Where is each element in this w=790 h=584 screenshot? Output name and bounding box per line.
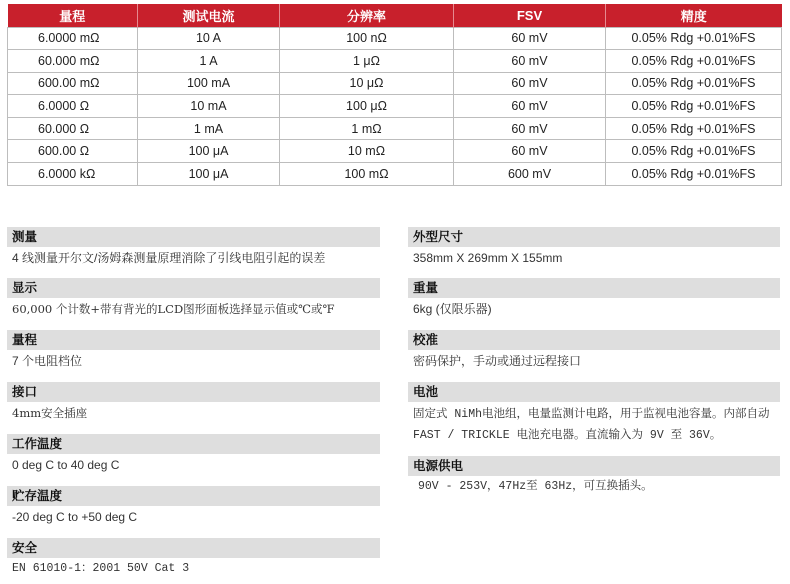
cell-accuracy: 0.05% Rdg +0.01%FS — [606, 117, 782, 140]
section-body: 4mm安全插座 — [12, 406, 88, 420]
cell-fsv: 60 mV — [454, 140, 606, 163]
cell-accuracy: 0.05% Rdg +0.01%FS — [606, 140, 782, 163]
cell-resolution: 1 mΩ — [280, 117, 454, 140]
cell-current: 10 mA — [138, 95, 280, 118]
spec-section-safety — [7, 538, 380, 580]
section-title: 显示 — [7, 278, 380, 298]
left-spec-column — [7, 227, 380, 580]
right-spec-column — [408, 227, 780, 498]
table-row — [8, 72, 782, 95]
cell-range: 6.0000 Ω — [8, 95, 138, 118]
table-row — [8, 140, 782, 163]
header-test-current: 测试电流 — [138, 4, 280, 27]
spec-section-interface — [7, 382, 380, 434]
section-title: 外型尺寸 — [408, 227, 780, 247]
cell-accuracy: 0.05% Rdg +0.01%FS — [606, 163, 782, 186]
spec-section-display — [7, 278, 380, 330]
cell-fsv: 60 mV — [454, 95, 606, 118]
cell-accuracy: 0.05% Rdg +0.01%FS — [606, 72, 782, 95]
header-accuracy: 精度 — [606, 4, 782, 27]
table-row — [8, 95, 782, 118]
cell-current: 1 mA — [138, 117, 280, 140]
cell-range: 60.000 mΩ — [8, 50, 138, 73]
cell-resolution: 1 μΩ — [280, 50, 454, 73]
cell-current: 100 mA — [138, 72, 280, 95]
section-body: 6kg (仅限乐器) — [413, 302, 492, 316]
section-body: 358mm X 269mm X 155mm — [413, 251, 563, 265]
header-resolution: 分辨率 — [280, 4, 454, 27]
cell-fsv: 60 mV — [454, 50, 606, 73]
table-row — [8, 27, 782, 50]
section-body: 60,000 个计数+带有背光的LCD图形面板选择显示值或℃或℉ — [12, 302, 335, 316]
cell-fsv: 600 mV — [454, 163, 606, 186]
section-body: EN 61010-1：2001 50V Cat 3 — [12, 562, 190, 575]
cell-fsv: 60 mV — [454, 72, 606, 95]
cell-resolution: 100 nΩ — [280, 27, 454, 50]
section-body: 90V - 253V，47Hz至 63Hz，可互换插头。 — [418, 480, 653, 493]
spec-section-measurement — [7, 227, 380, 278]
section-body: 7 个电阻档位 — [12, 354, 83, 368]
section-body: 密码保护，手动或通过远程接口 — [413, 354, 582, 368]
cell-accuracy: 0.05% Rdg +0.01%FS — [606, 50, 782, 73]
cell-resolution: 10 mΩ — [280, 140, 454, 163]
section-title: 测量 — [7, 227, 380, 247]
spec-section-power-supply — [408, 456, 780, 498]
section-title: 接口 — [7, 382, 380, 402]
table-header-row — [8, 4, 782, 27]
spec-section-dimensions — [408, 227, 780, 278]
cell-current: 10 A — [138, 27, 280, 50]
header-fsv: FSV — [454, 4, 606, 27]
section-body: 4 线测量开尔文/汤姆森测量原理消除了引线电阻引起的误差 — [12, 251, 326, 265]
spec-section-operating-temp — [7, 434, 380, 486]
cell-range: 600.00 Ω — [8, 140, 138, 163]
section-title: 电源供电 — [408, 456, 780, 476]
spec-section-weight — [408, 278, 780, 330]
spec-section-calibration — [408, 330, 780, 382]
cell-accuracy: 0.05% Rdg +0.01%FS — [606, 27, 782, 50]
table-row — [8, 163, 782, 186]
section-title: 贮存温度 — [7, 486, 380, 506]
cell-current: 100 μA — [138, 140, 280, 163]
section-body: 固定式 NiMh电池组，电量监测计电路，用于监视电池容量。内部自动FAST / TRICKLE 电池充电器。直流输入为 9V 至 36V。 — [413, 408, 770, 442]
table-row — [8, 117, 782, 140]
header-range: 量程 — [8, 4, 138, 27]
cell-fsv: 60 mV — [454, 27, 606, 50]
cell-resolution: 10 μΩ — [280, 72, 454, 95]
cell-range: 600.00 mΩ — [8, 72, 138, 95]
table-row — [8, 50, 782, 73]
section-title: 工作温度 — [7, 434, 380, 454]
cell-current: 1 A — [138, 50, 280, 73]
section-body: -20 deg C to +50 deg C — [12, 510, 138, 524]
cell-accuracy: 0.05% Rdg +0.01%FS — [606, 95, 782, 118]
cell-current: 100 μA — [138, 163, 280, 186]
section-title: 量程 — [7, 330, 380, 350]
cell-range: 6.0000 mΩ — [8, 27, 138, 50]
cell-range: 6.0000 kΩ — [8, 163, 138, 186]
spec-section-storage-temp — [7, 486, 380, 538]
spec-section-range — [7, 330, 380, 382]
section-title: 电池 — [408, 382, 780, 402]
section-body: 0 deg C to 40 deg C — [12, 458, 120, 472]
spec-section-battery — [408, 382, 780, 456]
cell-resolution: 100 μΩ — [280, 95, 454, 118]
cell-resolution: 100 mΩ — [280, 163, 454, 186]
spec-table — [7, 4, 782, 186]
section-title: 校准 — [408, 330, 780, 350]
section-title: 安全 — [7, 538, 380, 558]
cell-range: 60.000 Ω — [8, 117, 138, 140]
cell-fsv: 60 mV — [454, 117, 606, 140]
section-title: 重量 — [408, 278, 780, 298]
